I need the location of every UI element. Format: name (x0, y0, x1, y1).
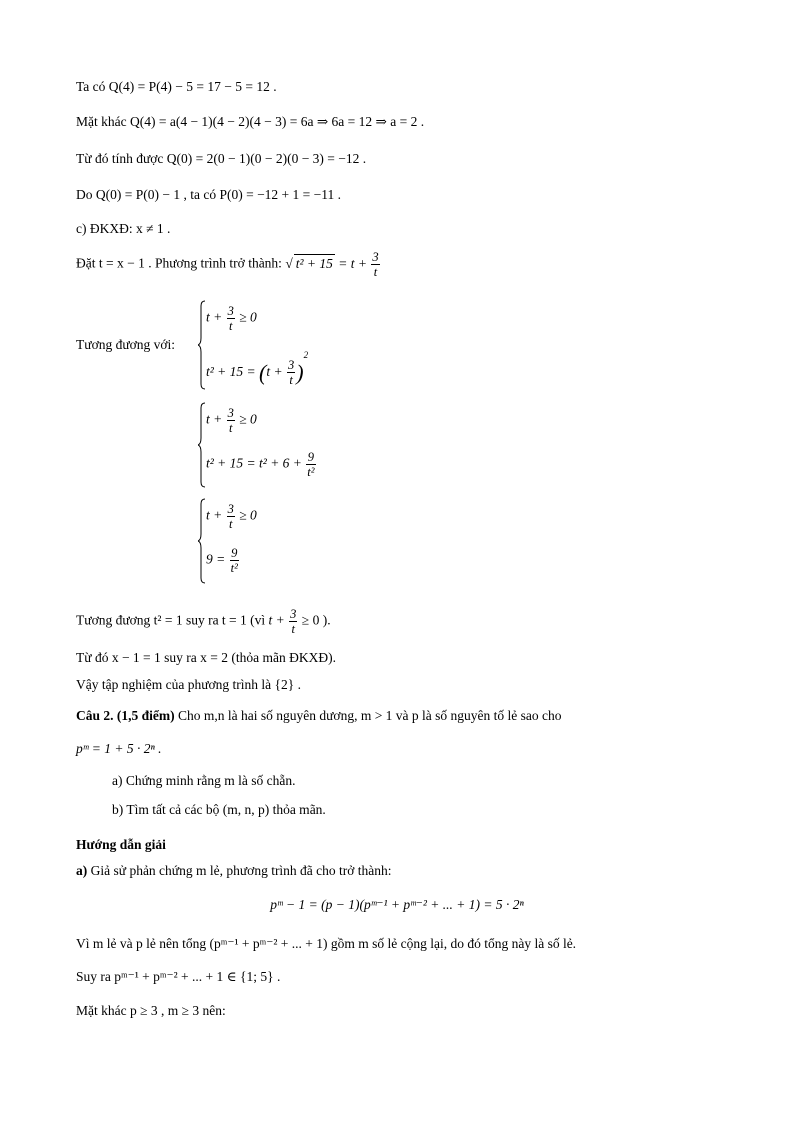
fraction-numerator: 3 (227, 304, 234, 318)
row-expr: t + (206, 411, 223, 427)
line-q4: Ta có Q(4) = P(4) − 5 = 17 − 5 = 12 . (76, 79, 277, 94)
fraction-denominator: t (229, 319, 233, 333)
system-2-row-1 (206, 406, 257, 435)
line-equivalent-label: Tương đương với: (76, 337, 176, 352)
line-x-solution: Từ đó x − 1 = 1 suy ra x = 2 (thỏa mãn ĐKXĐ). (76, 650, 336, 665)
sqrt-body: t² + 15 (295, 255, 333, 271)
row-expr: t² + 15 = t² + 6 + (206, 455, 302, 471)
fraction-3-over-t (371, 250, 379, 279)
fraction-denominator: t (229, 421, 233, 435)
row-expr-inner: t + (266, 364, 283, 379)
system-3 (198, 498, 378, 584)
fraction-denominator: t (373, 265, 378, 279)
system-3-row-1 (206, 502, 257, 531)
fraction-denominator: t (291, 622, 296, 636)
line-t-squared (76, 607, 331, 636)
solution-line-2: Suy ra pᵐ⁻¹ + pᵐ⁻² + ... + 1 ∈ {1; 5} . (76, 969, 281, 984)
fraction-numerator: 3 (287, 358, 295, 373)
fraction-denominator: t² (307, 465, 315, 479)
left-brace-icon (198, 300, 206, 390)
row-ineq: ≥ 0 (239, 309, 257, 325)
system-2 (198, 402, 378, 488)
solution-heading: Hướng dẫn giải (76, 837, 166, 852)
row-expr: 9 = (206, 551, 226, 567)
line-dkxd: c) ĐKXĐ: x ≠ 1 . (76, 221, 171, 236)
line-mat-khac: Mặt khác Q(4) = a(4 − 1)(4 − 2)(4 − 3) = 6a ⇒ 6a = 12 ⇒ a = 2 . (76, 114, 425, 129)
line-solution-set: Vậy tập nghiệm của phương trình là {2} . (76, 677, 301, 692)
question-2-part-b: b) Tìm tất cả các bộ (m, n, p) thỏa mãn. (112, 802, 326, 817)
line-text: Tương đương t² = 1 suy ra t = 1 (vì (76, 612, 266, 628)
solution-label: a) (76, 863, 88, 878)
question-2-equation: pᵐ = 1 + 5 · 2ⁿ . (76, 741, 162, 756)
fraction-denominator: t (229, 517, 233, 531)
row-expr: t + (206, 309, 223, 325)
fraction-numerator: 3 (372, 250, 379, 264)
fraction-denominator: t (289, 373, 293, 388)
line-p0: Do Q(0) = P(0) − 1 , ta có P(0) = −12 + 1 = −11 . (76, 187, 342, 202)
line-text-end: ≥ 0 ). (301, 612, 331, 628)
fraction-numerator: 9 (307, 450, 315, 464)
question-2-part-a: a) Chứng minh rằng m là số chẵn. (112, 773, 296, 788)
system-1 (198, 300, 378, 390)
equation-rhs: = t + (338, 255, 368, 271)
solution-line-3: Mặt khác p ≥ 3 , m ≥ 3 nên: (76, 1003, 226, 1018)
system-3-row-2 (206, 546, 240, 575)
left-brace-icon (198, 402, 206, 488)
system-1-row-1 (206, 304, 257, 333)
solution-a-intro (76, 862, 392, 880)
substitution-text: Đặt t = x − 1 . Phương trình trở thành: (76, 255, 282, 271)
row-ineq: ≥ 0 (239, 507, 257, 523)
fraction-denominator: t² (230, 561, 238, 575)
equation-transformed: √ t² + 15 = t + $\frac{3}{t}$ (285, 250, 379, 279)
expr: t + (268, 612, 285, 628)
line-q0: Từ đó tính được Q(0) = 2(0 − 1)(0 − 2)(0 − 3) = −12 . (76, 151, 367, 166)
solution-text: Giả sử phản chứng m lẻ, phương trình đã cho trở thành: (87, 863, 392, 878)
system-2-row-2 (206, 450, 317, 479)
line-substitution (76, 250, 381, 279)
fraction-numerator: 9 (231, 546, 238, 560)
solution-equation: pᵐ − 1 = (p − 1)(pᵐ⁻¹ + pᵐ⁻² + ... + 1) = 5 · 2ⁿ (270, 897, 524, 912)
row-expr: t² + 15 = (206, 364, 256, 379)
question-text: Cho m,n là hai số nguyên dương, m > 1 và p là số nguyên tố lẻ sao cho (174, 708, 562, 723)
system-1-row-2: t² + 15 = (t + $\frac{3}{t}$ )$^2$ (206, 350, 309, 388)
fraction-numerator: 3 (227, 406, 234, 420)
fraction-numerator: 3 (290, 607, 297, 621)
left-brace-icon (198, 498, 206, 584)
row-ineq: ≥ 0 (239, 411, 257, 427)
fraction-numerator: 3 (227, 502, 234, 516)
question-heading: Câu 2. (1,5 điểm) (76, 708, 175, 723)
solution-line-1: Vì m lẻ và p lẻ nên tổng (pᵐ⁻¹ + pᵐ⁻² + ... + 1) gồm m số lẻ cộng lại, do đó tổng này là số lẻ. (76, 936, 577, 951)
question-2 (76, 707, 562, 725)
row-expr: t + (206, 507, 223, 523)
